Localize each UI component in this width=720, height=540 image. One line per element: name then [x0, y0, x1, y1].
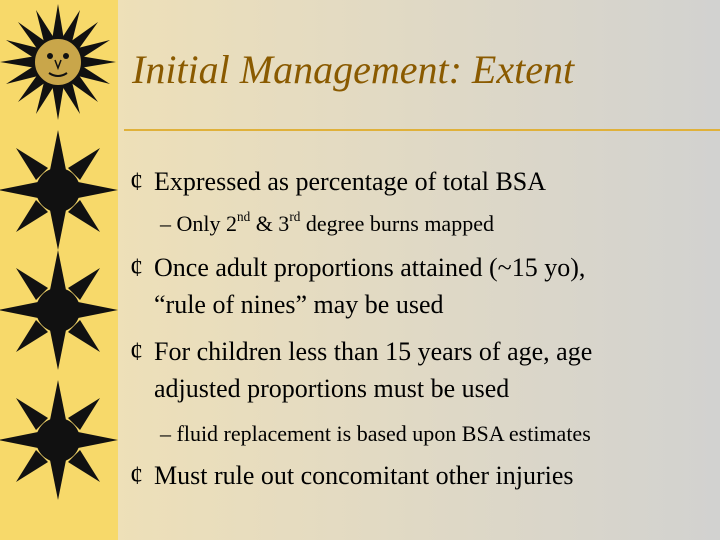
- sun-icon: [0, 130, 118, 250]
- bullet-text-line-2: “rule of nines” may be used: [154, 290, 444, 319]
- superscript-rd: rd: [289, 209, 301, 225]
- subbullet-text: – fluid replacement is based upon BSA estimates: [160, 421, 591, 446]
- sun-decoration: [0, 0, 118, 540]
- bullet-glyph: ¢: [130, 337, 143, 366]
- sun-face-icon: [0, 4, 116, 120]
- bullet-text: Must rule out concomitant other injuries: [154, 461, 574, 490]
- bullet-text-line-1: For children less than 15 years of age, age: [154, 337, 593, 366]
- superscript-nd: nd: [237, 209, 251, 225]
- bullet-glyph: ¢: [130, 461, 143, 490]
- title-divider: [124, 129, 720, 131]
- subbullet-dash: –: [160, 211, 171, 236]
- bullet-text-line-1: Once adult proportions attained (~15 yo),: [154, 253, 586, 282]
- bullet-text-line-2: adjusted proportions must be used: [154, 374, 510, 403]
- subbullet-text-post: degree burns mapped: [300, 211, 494, 236]
- bullet-text: Expressed as percentage of total BSA: [154, 167, 547, 196]
- bullet-glyph: ¢: [130, 167, 143, 196]
- bullet-glyph: ¢: [130, 253, 143, 282]
- subbullet-text-mid: & 3: [250, 211, 290, 236]
- subbullet-text-pre: Only 2: [176, 211, 237, 236]
- slide-title: Initial Management: Extent: [132, 47, 575, 92]
- sun-icon: [0, 250, 118, 370]
- subbullet-1: [160, 210, 494, 238]
- sun-icon: [0, 380, 118, 500]
- subbullet-2: [160, 420, 591, 448]
